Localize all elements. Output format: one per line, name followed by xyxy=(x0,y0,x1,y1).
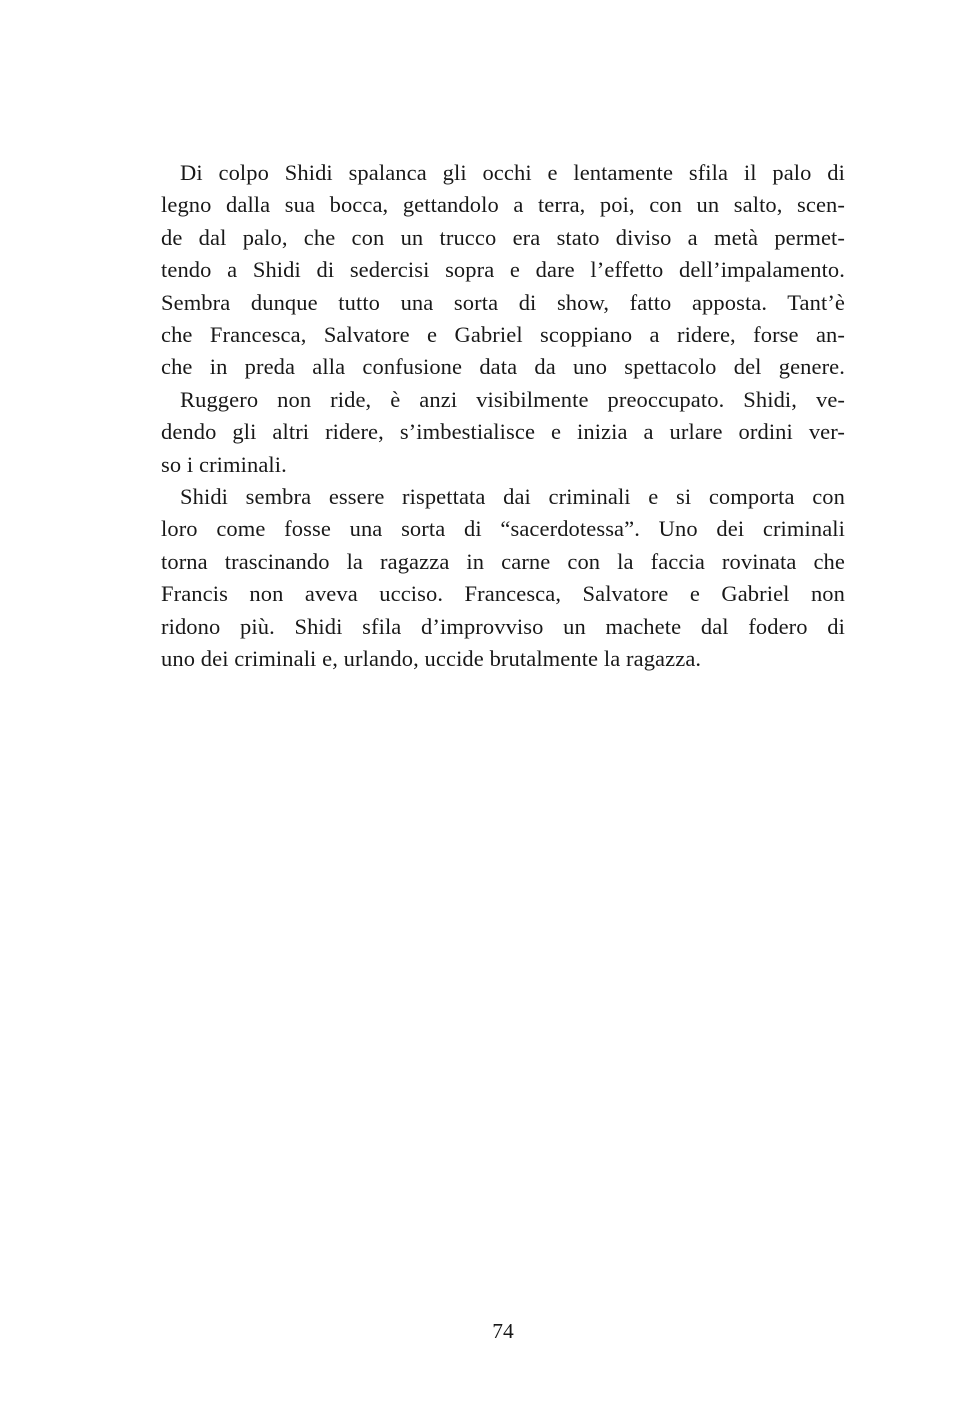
text-line: uno dei criminali e, urlando, uccide brutalmente la ragazza. xyxy=(161,646,702,672)
paragraph xyxy=(161,157,845,287)
text-line: Francis non aveva ucciso. Francesca, Salvatore e Gabriel non xyxy=(161,581,845,607)
text-block xyxy=(161,157,845,676)
text-line: de dal palo, che con un trucco era stato diviso a metà permet- xyxy=(161,224,845,250)
text-line: che Francesca, Salvatore e Gabriel scoppiano a ridere, forse an- xyxy=(161,322,845,348)
paragraph xyxy=(161,287,845,384)
text-line: Ruggero non ride, è anzi visibilmente preoccupato. Shidi, ve- xyxy=(180,386,845,412)
text-line: Sembra dunque tutto una sorta di show, fatto apposta. Tant’è xyxy=(161,289,845,315)
text-line: torna trascinando la ragazza in carne con la faccia rovinata che xyxy=(161,548,845,574)
text-line: so i criminali. xyxy=(161,451,287,477)
text-line: ridono più. Shidi sfila d’improvviso un machete dal fodero di xyxy=(161,613,845,639)
text-line: Di colpo Shidi spalanca gli occhi e lentamente sfila il palo di xyxy=(180,160,845,185)
text-line: Shidi sembra essere rispettata dai criminali e si comporta con xyxy=(180,484,845,510)
paragraph xyxy=(161,384,845,481)
text-line: tendo a Shidi di sedercisi sopra e dare l’effetto dell’impalamento. xyxy=(161,257,845,283)
page-number: 74 xyxy=(492,1319,514,1343)
text-line: loro come fosse una sorta di “sacerdotessa”. Uno dei criminali xyxy=(161,516,845,542)
text-line: dendo gli altri ridere, s’imbestialisce e inizia a urlare ordini ver- xyxy=(161,419,845,445)
paragraph xyxy=(161,481,845,675)
text-line: che in preda alla confusione data da uno spettacolo del genere. xyxy=(161,354,845,380)
page-footer xyxy=(161,1317,845,1345)
text-line: legno dalla sua bocca, gettandolo a terra, poi, con un salto, scen- xyxy=(161,192,845,218)
